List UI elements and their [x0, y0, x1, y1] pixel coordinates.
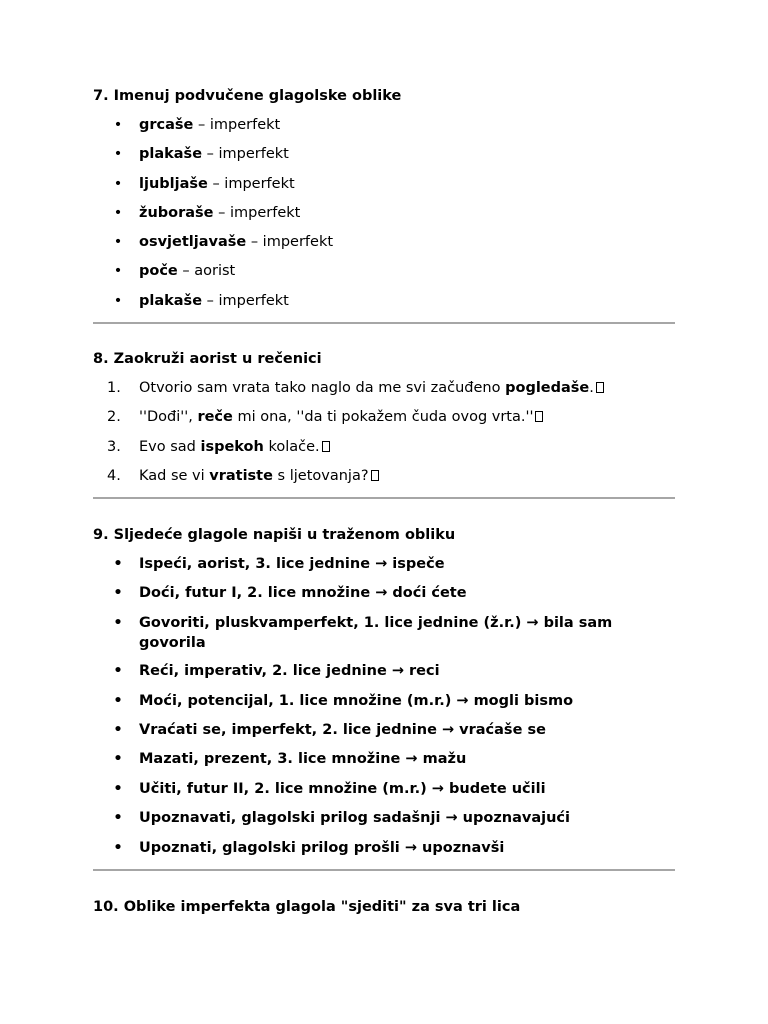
- list-item: • ljubljaše – imperfekt: [113, 175, 295, 192]
- question-9-list: [93, 554, 675, 867]
- list-item: • Reći, imperativ, 2. lice jednine → reci: [113, 663, 440, 680]
- list-item: 1. Otvorio sam vrata tako naglo da me svi začuđeno pogledaše.: [93, 378, 675, 407]
- list-item: • Vraćati se, imperfekt, 2. lice jednine → vraćaše se: [113, 722, 546, 739]
- question-8-list: [93, 378, 675, 495]
- divider: [93, 322, 675, 324]
- divider: [93, 869, 675, 871]
- list-item: 2. ''Dođi'', reče mi ona, ''da ti pokažem čuda ovog vrta.'': [93, 407, 675, 436]
- question-10: [93, 898, 675, 916]
- list-item: • osvjetljavaše – imperfekt: [113, 234, 334, 251]
- list-item: • Upoznavati, glagolski prilog sadašnji → upoznavajući: [113, 810, 570, 827]
- checkbox-icon: [371, 470, 379, 481]
- list-item: • Upoznati, glagolski prilog prošli → upoznavši: [113, 839, 505, 856]
- question-10-heading: 10. Oblike imperfekta glagola "sjediti" za sva tri lica: [93, 899, 521, 915]
- list-item: • Moći, potencijal, 1. lice množine (m.r.) → mogli bismo: [113, 692, 574, 709]
- list-item: 3. Evo sad ispekoh kolače.: [93, 437, 675, 466]
- list-item: • Ispeći, aorist, 3. lice jednine → ispeče: [113, 556, 445, 572]
- question-8: [93, 350, 675, 495]
- checkbox-icon: [535, 411, 543, 422]
- list-item: • Mazati, prezent, 3. lice množine → mažu: [113, 751, 467, 768]
- list-item: • Učiti, futur II, 2. lice množine (m.r.) → budete učili: [113, 780, 546, 797]
- list-item: • plakaše – imperfekt: [113, 146, 289, 163]
- checkbox-icon: [322, 441, 330, 452]
- list-item: • plakaše – imperfekt: [113, 292, 289, 309]
- question-7-list: [93, 115, 675, 320]
- list-item: • poče – aorist: [113, 263, 236, 280]
- divider: [93, 497, 675, 499]
- list-item: 4. Kad se vi vratiste s ljetovanja?: [93, 466, 675, 495]
- question-9-heading: 9. Sljedeće glagole napiši u traženom obliku: [93, 527, 456, 543]
- list-item: • Govoriti, pluskvamperfekt, 1. lice jednine (ž.r.) → bila sam govorila: [113, 614, 613, 651]
- list-item: • Doći, futur I, 2. lice množine → doći ćete: [113, 585, 467, 602]
- checkbox-icon: [596, 382, 604, 393]
- question-7: [93, 87, 675, 320]
- question-8-heading: 8. Zaokruži aorist u rečenici: [93, 351, 322, 367]
- question-9: [93, 526, 675, 867]
- list-item: • žuboraše – imperfekt: [113, 204, 301, 221]
- question-7-heading: 7. Imenuj podvučene glagolske oblike: [93, 88, 402, 104]
- list-item: • grcaše – imperfekt: [113, 117, 281, 133]
